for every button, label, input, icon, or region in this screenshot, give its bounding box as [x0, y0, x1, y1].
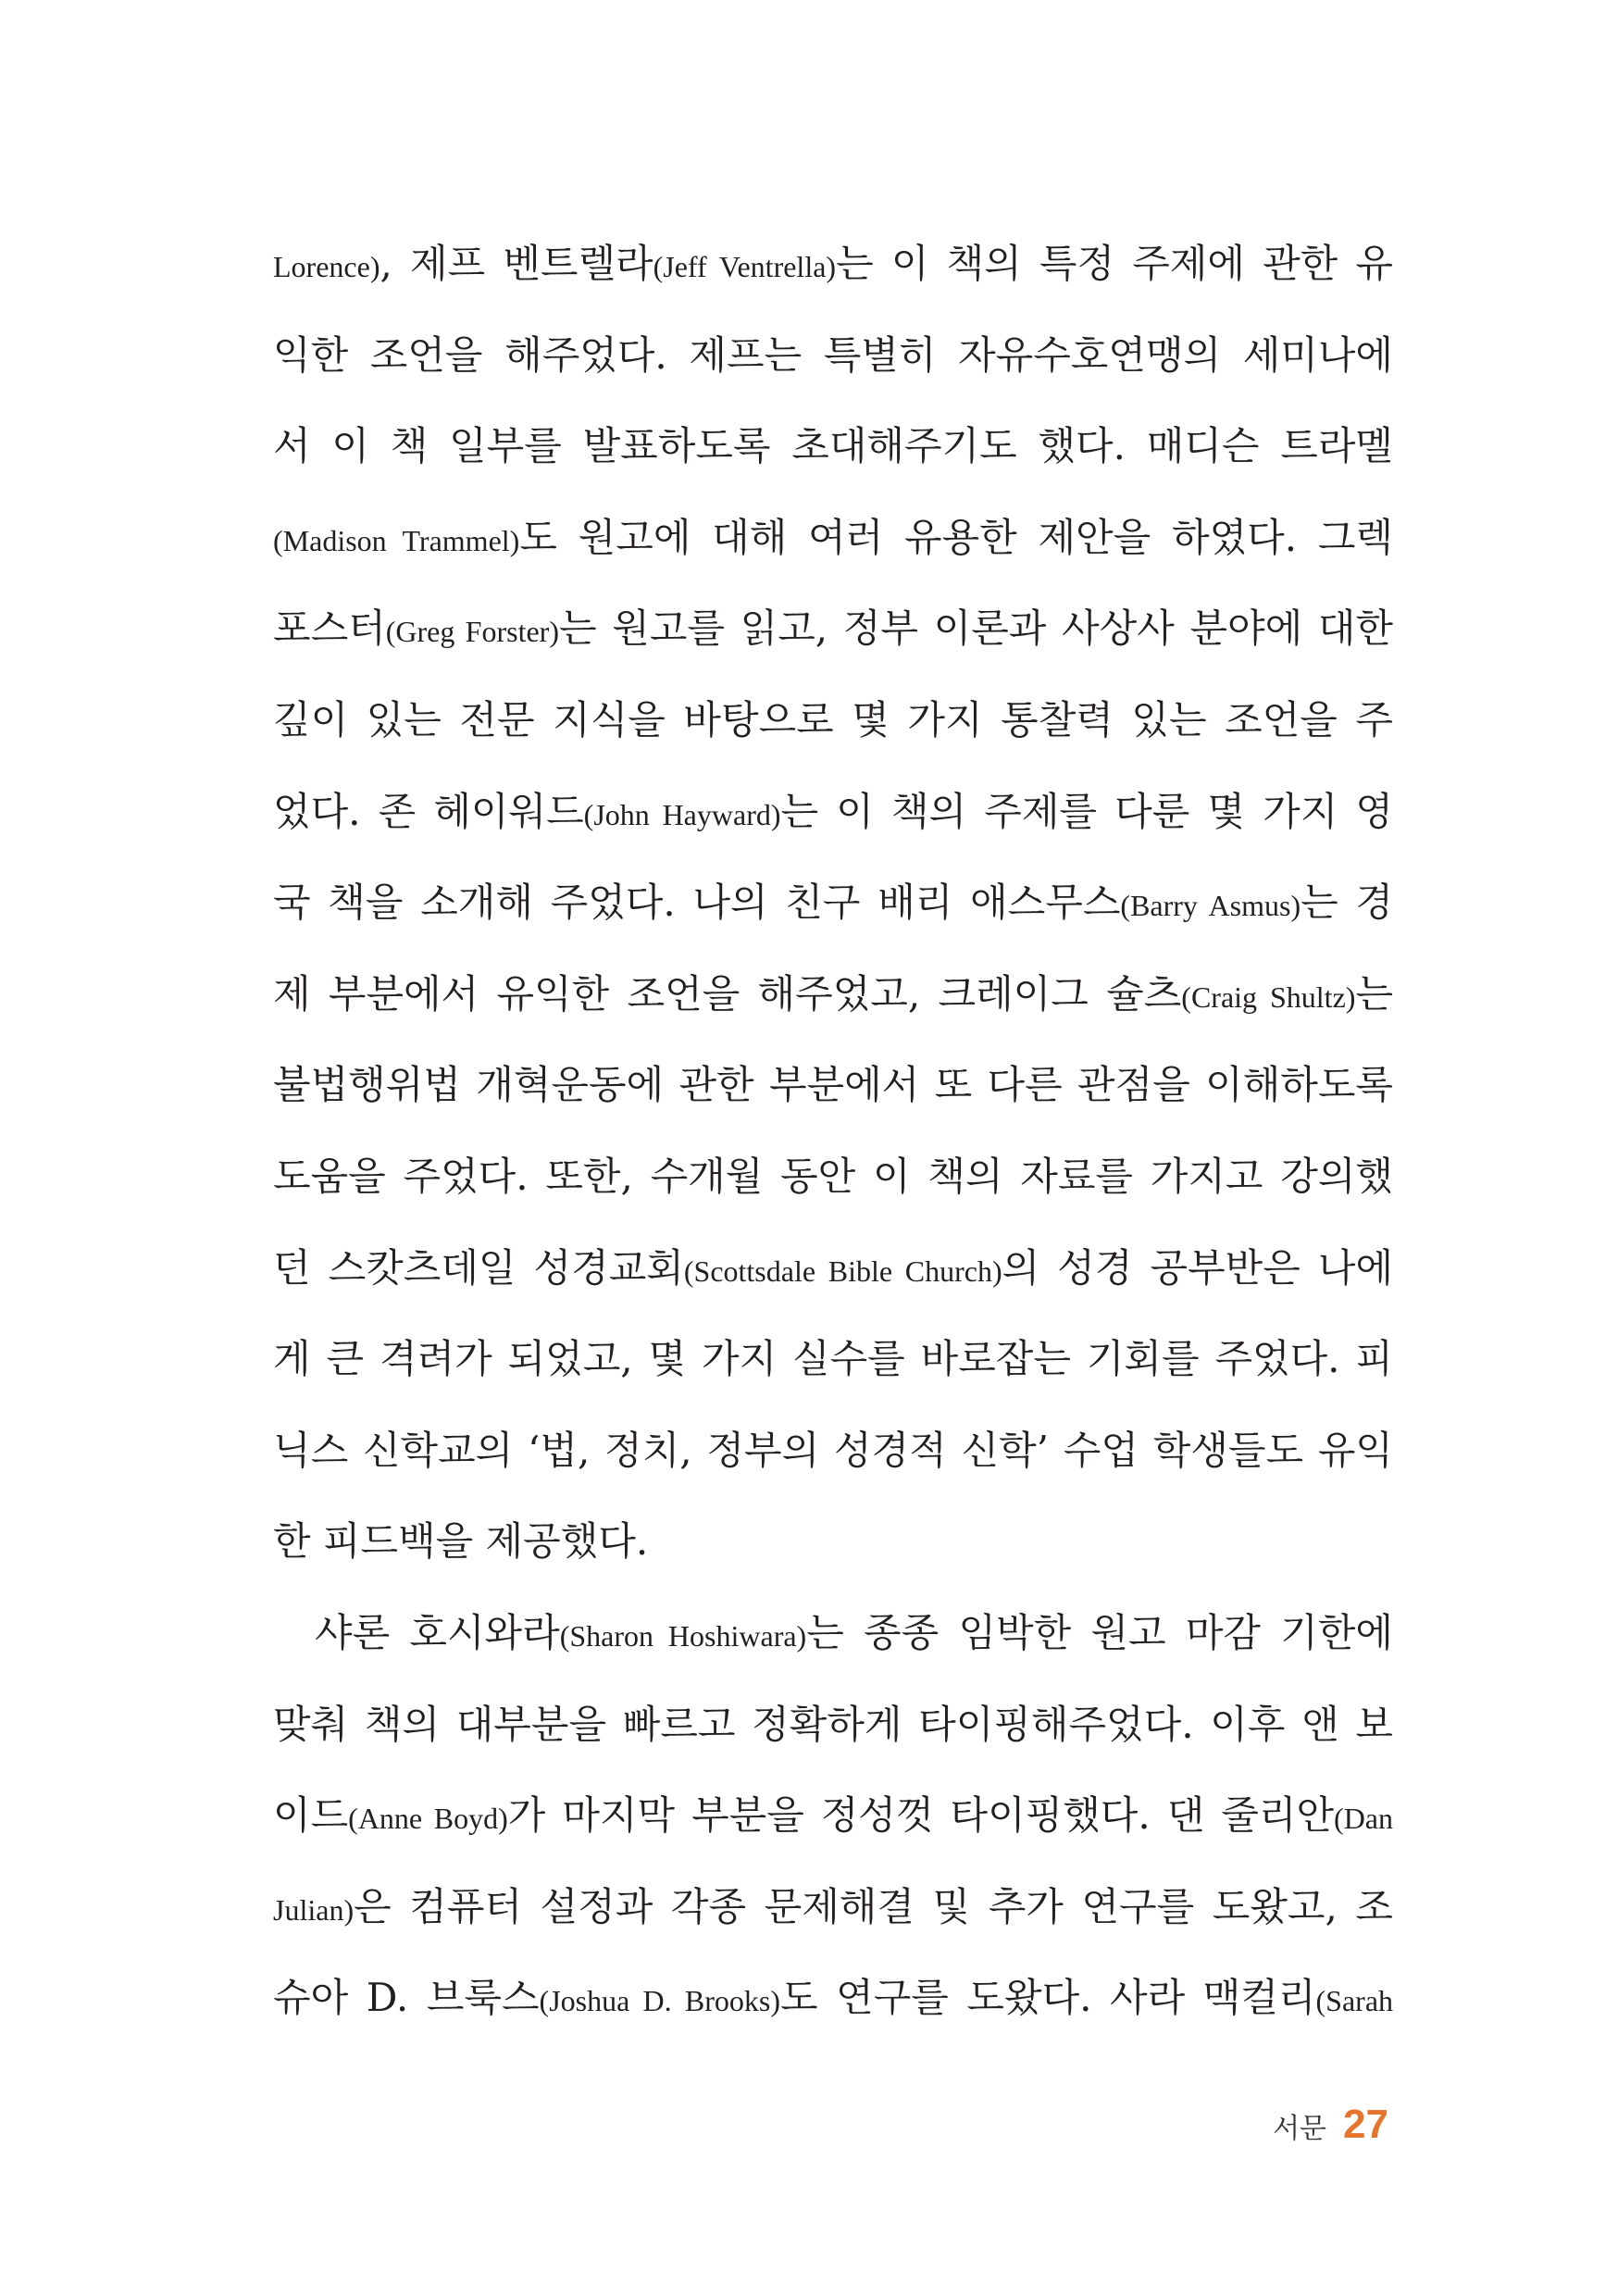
korean-text: 익한 조언을 해주었다. 제프는 특별히 자유수호연맹의 세미나에 — [273, 331, 1393, 378]
latin-name: (Sarah — [1315, 1984, 1394, 2018]
korean-text: 는 경 — [1301, 880, 1393, 926]
latin-name: (Greg Forster) — [385, 615, 559, 649]
latin-name: (Madison Trammel) — [273, 523, 520, 557]
text-line — [273, 1327, 1393, 1418]
korean-text: 은 컴퓨터 설정과 각종 문제해결 및 추가 연구를 도왔고, 조 — [354, 1883, 1393, 1929]
latin-name: (Sharon Hoshiwara) — [559, 1618, 807, 1653]
korean-text: 도 연구를 도왔다. 사라 맥컬리 — [779, 1975, 1316, 2021]
text-line — [273, 1875, 1393, 1966]
latin-name: Julian) — [273, 1892, 355, 1927]
korean-text: 의 성경 공부반은 나에 — [1002, 1244, 1394, 1291]
korean-text: 는 종종 임박한 원고 마감 기한에 — [806, 1609, 1393, 1655]
latin-name: (Barry Asmus) — [1120, 889, 1301, 923]
latin-name: (Craig Shultz) — [1181, 980, 1356, 1014]
korean-text: 국 책을 소개해 주었다. 나의 친구 배리 애스무스 — [273, 880, 1121, 926]
latin-name: Lorence) — [273, 250, 380, 283]
korean-text: 샤론 호시와라 — [315, 1609, 560, 1655]
text-line — [273, 962, 1393, 1054]
text-line — [273, 1236, 1393, 1328]
korean-text: 한 피드백을 제공했다. — [273, 1518, 649, 1565]
korean-text: 게 큰 격려가 되었고, 몇 가지 실수를 바로잡는 기회를 주었다. 피 — [273, 1336, 1393, 1382]
korean-text: 었다. 존 헤이워드 — [273, 788, 584, 834]
page-number: 27 — [1343, 2102, 1388, 2147]
latin-name: (Scottsdale Bible Church) — [683, 1254, 1002, 1288]
text-line — [273, 505, 1393, 597]
text-line — [273, 323, 1393, 415]
korean-text: 제 부분에서 유익한 조언을 해주었고, 크레이그 슐츠 — [273, 970, 1182, 1017]
korean-text: 던 스캇츠데일 성경교회 — [273, 1244, 684, 1291]
text-line — [273, 688, 1393, 780]
text-line — [273, 1783, 1393, 1875]
text-line — [273, 1144, 1393, 1236]
page-footer — [1273, 2102, 1388, 2157]
latin-name: (Dan — [1334, 1802, 1393, 1836]
korean-text: 이드 — [273, 1792, 349, 1839]
text-line — [273, 1418, 1393, 1510]
korean-text: 도움을 주었다. 또한, 수개월 동안 이 책의 자료를 가지고 강의했 — [273, 1153, 1393, 1199]
korean-text: 맞춰 책의 대부분을 빠르고 정확하게 타이핑해주었다. 이후 앤 보 — [273, 1701, 1393, 1747]
korean-text: 깊이 있는 전문 지식을 바탕으로 몇 가지 통찰력 있는 조언을 주 — [273, 696, 1393, 742]
text-line — [273, 414, 1393, 505]
section-label: 서문 — [1273, 2113, 1327, 2145]
text-line — [273, 1601, 1393, 1692]
korean-text: 포스터 — [273, 605, 386, 652]
latin-name: (Joshua D. Brooks) — [539, 1984, 780, 2018]
text-line — [273, 1965, 1393, 2057]
latin-name: (Jeff Ventrella) — [653, 250, 837, 283]
korean-text: 는 원고를 읽고, 정부 이론과 사상사 분야에 대한 — [559, 605, 1393, 652]
korean-text: 는 이 책의 주제를 다룬 몇 가지 영 — [780, 788, 1393, 834]
latin-name: (Anne Boyd) — [348, 1802, 508, 1836]
korean-text: 닉스 신학교의 ‘법, 정치, 정부의 성경적 신학’ 수업 학생들도 유익 — [273, 1427, 1393, 1473]
text-line — [273, 596, 1393, 688]
korean-text: 불법행위법 개혁운동에 관한 부분에서 또 다른 관점을 이해하도록 — [273, 1062, 1393, 1108]
text-line — [273, 231, 1393, 323]
korean-text: 도 원고에 대해 여러 유용한 제안을 하였다. 그렉 — [519, 514, 1393, 560]
text-line — [273, 1509, 1393, 1601]
text-line — [273, 780, 1393, 871]
text-line — [273, 870, 1393, 962]
korean-text: 슈아 D. 브룩스 — [273, 1975, 540, 2021]
korean-text: 서 이 책 일부를 발표하도록 초대해주기도 했다. 매디슨 트라멜 — [273, 423, 1393, 469]
text-line — [273, 1692, 1393, 1784]
korean-text: 는 — [1355, 970, 1394, 1017]
korean-text: , 제프 벤트렐라 — [380, 241, 653, 286]
korean-text: 는 이 책의 특정 주제에 관한 유 — [836, 241, 1393, 286]
text-line — [273, 1053, 1393, 1144]
korean-text: 가 마지막 부분을 정성껏 타이핑했다. 댄 줄리안 — [507, 1792, 1335, 1839]
latin-name: (John Hayward) — [583, 797, 781, 831]
body-text — [273, 231, 1393, 2057]
